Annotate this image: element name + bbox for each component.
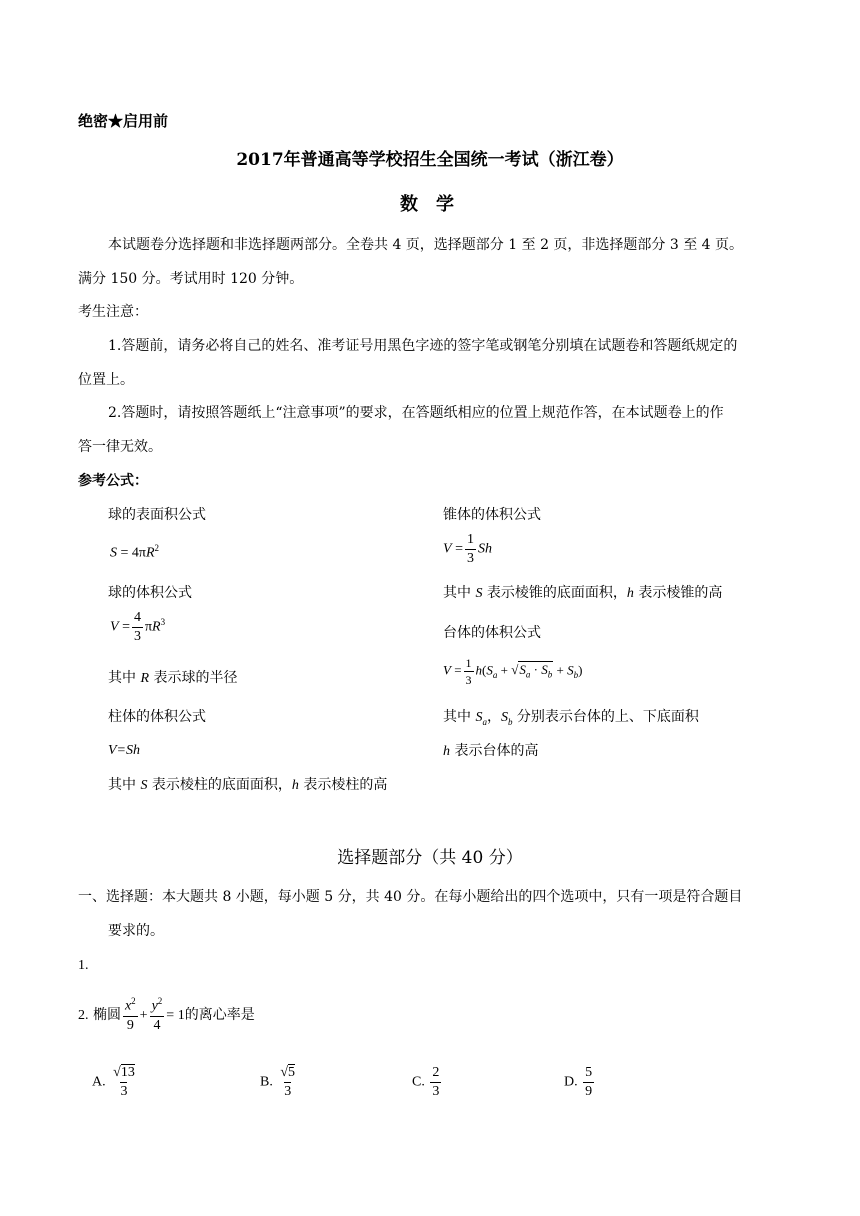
sphere-area-label: 球的表面积公式 [108, 507, 206, 523]
sphere-volume-formula: V = $\frac{4}{3}$ $\pi R^3$ [110, 610, 166, 644]
notice-item-2-line-1: 2.答题时，请按照答题纸上“注意事项”的要求，在答题纸相应的位置上规范作答，在本试题卷上的作 [108, 405, 724, 421]
frustum-volume-label: 台体的体积公式 [443, 625, 541, 641]
notice-heading: 考生注意： [78, 304, 148, 320]
formulas-heading: 参考公式： [78, 473, 148, 489]
prism-note: 其中 S 表示棱柱的底面面积，h 表示棱柱的高 [108, 777, 388, 793]
exam-title: 2017年普通高等学校招生全国统一考试（浙江卷） [236, 150, 624, 170]
cone-volume-formula: V = $\frac{1}{3}$ Sh [443, 532, 492, 566]
sphere-volume-label: 球的体积公式 [108, 585, 192, 601]
subject-title: 数学 [400, 194, 472, 215]
frustum-note-2: h 表示台体的高 [443, 743, 539, 759]
option-b-label: B. [260, 1074, 273, 1090]
intro-line-2: 满分 150 分。考试用时 120 分钟。 [78, 271, 304, 287]
option-c-value: $\frac{2}{3}$ [432, 1065, 440, 1099]
cone-note: 其中 S 表示棱锥的底面面积，h 表示棱锥的高 [443, 585, 723, 601]
option-c[interactable] [412, 1066, 443, 1099]
option-a[interactable] [92, 1066, 139, 1099]
confidential-mark: 绝密★启用前 [78, 112, 169, 130]
question-1-number: 1. [78, 958, 89, 973]
prism-volume-formula: V=Sh [108, 743, 140, 758]
option-d-value: $\frac{5}{9}$ [585, 1065, 593, 1099]
notice-item-1-line-2: 位置上。 [78, 372, 134, 388]
cone-volume-label: 锥体的体积公式 [443, 507, 541, 523]
question-2-prefix: 椭圆 [92, 1006, 121, 1023]
question-2-suffix: 的离心率是 [184, 1006, 255, 1023]
frustum-volume-formula: V = $\frac{1}{3}$ $h(S_a + √S_a \cdot S_b + S_b)$ [443, 656, 583, 687]
option-a-label: A. [92, 1074, 106, 1090]
section-title: 选择题部分（共 40 分） [337, 848, 523, 868]
option-a-value: $\frac{√13}{3}$ [113, 1065, 135, 1099]
prism-volume-label: 柱体的体积公式 [108, 709, 206, 725]
frustum-note-1: 其中 $S_a$，$S_b$ 分别表示台体的上、下底面积 [443, 709, 699, 727]
question-2-number: 2. [78, 1007, 89, 1023]
question-2: 2. 椭圆 $\frac{x^2}{9}$ + $\frac{y^2}{4}$ = 1的离心率是 [78, 996, 255, 1033]
intro-line-1: 本试题卷分选择题和非选择题两部分。全卷共 4 页，选择题部分 1 至 2 页，非选择题部分 3 至 4 页。 [108, 237, 744, 253]
notice-item-2-line-2: 答一律无效。 [78, 439, 162, 455]
option-d[interactable] [564, 1066, 596, 1099]
option-b-value: $\frac{√5}{3}$ [280, 1065, 296, 1099]
sphere-radius-note: 其中 R 表示球的半径 [108, 670, 238, 686]
part-1-instructions-line-2: 要求的。 [108, 923, 164, 939]
sphere-area-formula: $S = 4\pi R^2$ [110, 543, 160, 561]
part-1-instructions-line-1: 一、选择题：本大题共 8 小题，每小题 5 分，共 40 分。在每小题给出的四个选项中，只有一项是符合题目 [78, 889, 743, 905]
option-b[interactable] [260, 1066, 299, 1099]
option-c-label: C. [412, 1074, 425, 1090]
option-d-label: D. [564, 1074, 578, 1090]
notice-item-1-line-1: 1.答题前，请务必将自己的姓名、准考证号用黑色字迹的签字笔或钢笔分别填在试题卷和答题纸规定的 [108, 338, 738, 354]
